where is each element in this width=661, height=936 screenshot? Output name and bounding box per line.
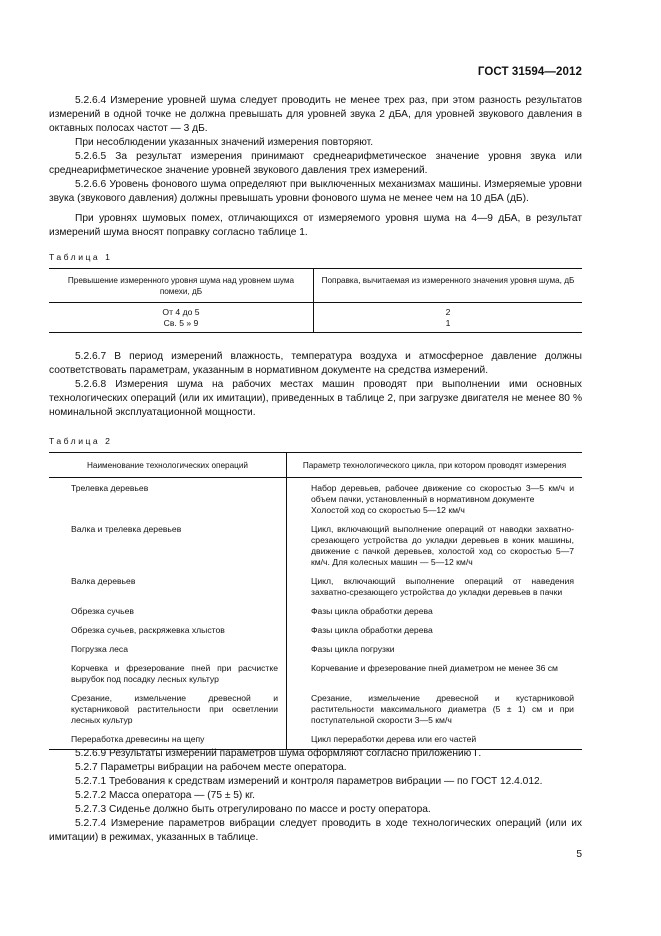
table-2 [49,452,582,750]
table-cell: 2 [314,303,583,319]
table-row [49,601,582,620]
table-row [49,571,582,601]
paragraph-5-2-7-1: 5.2.7.1 Требования к средствам измерений и контроля параметров вибрации — по ГОСТ 12.4.012. [75,776,543,787]
table-cell-operation: Трелевка деревьев [71,483,149,493]
table-cell-parameter: Цикл переработки дерева или его частей [287,729,583,750]
table-cell-operation: Валка и трелевка деревьев [71,524,182,534]
paragraph-noise-correction: При уровнях шумовых помех, отличающихся от измеряемого уровня шума на 4—9 дБА, в результат измерений шума вносят поправку согласно таблице 1. [49,213,582,238]
table-cell-operation: Срезание, измельчение древесной и кустарниковой растительности при осветлении лесных культур [71,693,278,725]
page-number: 5 [576,849,582,860]
table-row [49,688,582,729]
paragraph-5-2-6-9: 5.2.6.9 Результаты измерений параметров шума оформляют согласно приложению Г. [75,748,482,759]
table-cell-operation: Обрезка сучьев, раскряжевка хлыстов [71,625,225,635]
paragraph-5-2-6-7: 5.2.6.7 В период измерений влажность, температура воздуха и атмосферное давление должны соответствовать параметрам, указанным в нормативном документе на средства измерений. [49,351,582,376]
table-cell: 1 [314,318,583,333]
paragraph-5-2-6-6: 5.2.6.6 Уровень фонового шума определяют при выключенных механизмах машины. Измеряемые уровни звука (звукового давления) должны превышать уровни фонового шума не менее чем на 10 дБА (дБ). [49,179,582,204]
table-cell-parameter: Фазы цикла погрузки [287,639,583,658]
table-cell-operation: Корчевка и фрезерование пней при расчистке вырубок под посадку лесных культур [71,663,278,684]
table-row [49,318,582,333]
table-row [49,519,582,571]
paragraph-5-2-7-4: 5.2.7.4 Измерение параметров вибрации следует проводить в ходе технологических операций (или их имитации) в режимах, указанных в таблице. [49,818,582,843]
table-row [49,620,582,639]
table-cell-operation: Переработка древесины на щепу [49,729,287,750]
table-cell-parameter: Цикл, включающий выполнение операций от наводки захватно-срезающего устройства до укладки деревьев в коник машины, движение с пачкой деревьев, холостой ход со скоростью 5—7 км/ч. Для колесных машин — 5—12 км/ч [287,519,583,571]
paragraph-5-2-6-4: 5.2.6.4 Измерение уровней шума следует проводить не менее трех раз, при этом разность результатов измерений в одной точке не должна превышать для уровней звука 2 дБА, для уровней звукового давления в октавных полосах частот — 3 дБ. [49,95,582,134]
table-row [49,303,582,319]
table-2-header-col2: Параметр технологического цикла, при котором проводят измерения [287,453,583,478]
table-1-caption: Таблица 1 [49,252,113,262]
table-1-header-col2: Поправка, вычитаемая из измеренного значения уровня шума, дБ [314,269,583,303]
table-cell-parameter: Срезание, измельчение древесной и кустарниковой растительности максимального диаметра (5 ± 1) см и при поступательной скорости 3—5 км/ч [287,688,583,729]
table-cell-operation: Обрезка сучьев [71,606,134,616]
table-row [49,658,582,688]
table-cell-parameter: Цикл, включающий выполнение операций от наведения захватно-срезающего устройства до укладки деревьев в пачки [287,571,583,601]
table-cell-parameter: Корчевание и фрезерование пней диаметром не менее 36 см [287,658,583,688]
table-cell-parameter: Набор деревьев, рабочее движение со скоростью 3—5 км/ч и объем пачки, установленный в нормативном документе Холостой ход со скоростью 5—12 км/ч [287,478,583,520]
table-2-caption: Таблица 2 [49,436,113,446]
table-cell-parameter: Фазы цикла обработки дерева [287,620,583,639]
table-row [49,639,582,658]
paragraph-5-2-7-2: 5.2.7.2 Масса оператора — (75 ± 5) кг. [75,790,255,801]
paragraph-5-2-7: 5.2.7 Параметры вибрации на рабочем месте оператора. [75,762,347,773]
table-cell-operation: Погрузка леса [71,644,128,654]
table-cell-parameter: Фазы цикла обработки дерева [287,601,583,620]
paragraph-5-2-7-3: 5.2.7.3 Сиденье должно быть отрегулировано по массе и росту оператора. [75,804,431,815]
table-cell: Св. 5 » 9 [49,318,314,333]
table-cell: От 4 до 5 [162,307,200,317]
table-cell-operation: Валка деревьев [71,576,136,586]
table-1-header-col1: Превышение измеренного уровня шума над уровнем шума помехи, дБ [49,269,314,303]
table-1 [49,268,582,333]
paragraph-5-2-6-5: 5.2.6.5 За результат измерения принимают среднеарифметическое значение уровня звука или среднеарифметическое значение уровней звукового давления трех измерений. [49,151,582,176]
paragraph-5-2-6-8: 5.2.6.8 Измерения шума на рабочих местах машин проводят при выполнении ими основных технологических операций (или их имитации), приведенных в таблице 2, при загрузке двигателя не менее 80 % номинальной эксплуатационной мощности. [49,379,582,418]
table-row [49,478,582,520]
paragraph-repeat-note: При несоблюдении указанных значений измерения повторяют. [75,137,374,148]
document-code: ГОСТ 31594—2012 [477,66,582,78]
table-2-header-col1: Наименование технологических операций [49,453,287,478]
